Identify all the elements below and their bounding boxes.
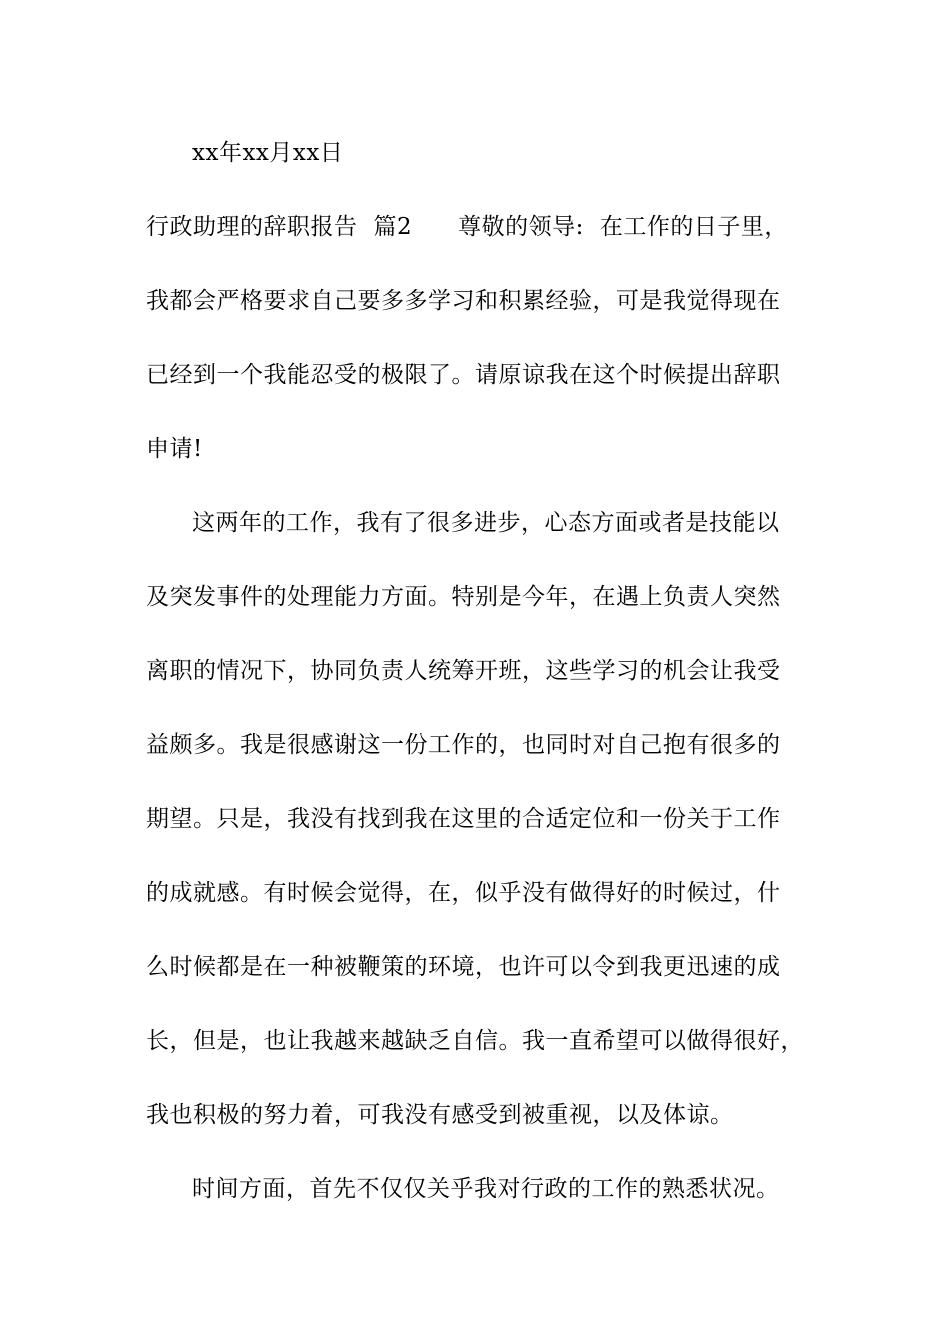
paragraph-start: 这两年的工作，我有了很多进步，心态方面或者是技能以 (192, 510, 780, 536)
body-line: 及突发事件的处理能力方面。特别是今年，在遇上负责人突然 (146, 584, 781, 610)
salutation: 尊敬的领导: (458, 214, 584, 240)
body-line: 么时候都是在一种被鞭策的环境，也许可以令到我更迅速的成 (146, 954, 781, 980)
body-line: 已经到一个我能忍受的极限了。请原谅我在这个时候提出辞职 (146, 362, 781, 388)
body-line: 益颇多。我是很感谢这一份工作的，也同时对自己抱有很多的 (146, 732, 781, 758)
body-line: 期望。只是，我没有找到我在这里的合适定位和一份关于工作 (146, 806, 781, 832)
paragraph-start: 时间方面，首先不仅仅关乎我对行政的工作的熟悉状况。 (192, 1176, 780, 1202)
body-line: 在工作的日子里， (599, 214, 788, 240)
report-title: 行政助理的辞职报告 (146, 214, 358, 240)
body-line: 申请! (146, 436, 203, 462)
part-label: 篇2 (373, 214, 413, 240)
body-line: 的成就感。有时候会觉得，在，似乎没有做得好的时候过，什 (146, 880, 781, 906)
body-line: 我都会严格要求自己要多多学习和积累经验，可是我觉得现在 (146, 288, 781, 314)
date-line: xx年xx月xx日 (192, 140, 344, 166)
body-line: 离职的情况下，协同负责人统筹开班，这些学习的机会让我受 (146, 658, 781, 684)
heading-line (146, 212, 788, 242)
body-line: 我也积极的努力着，可我没有感受到被重视，以及体谅。 (146, 1102, 734, 1128)
body-line: 长，但是，也让我越来越缺乏自信。我一直希望可以做得很好， (146, 1028, 804, 1054)
